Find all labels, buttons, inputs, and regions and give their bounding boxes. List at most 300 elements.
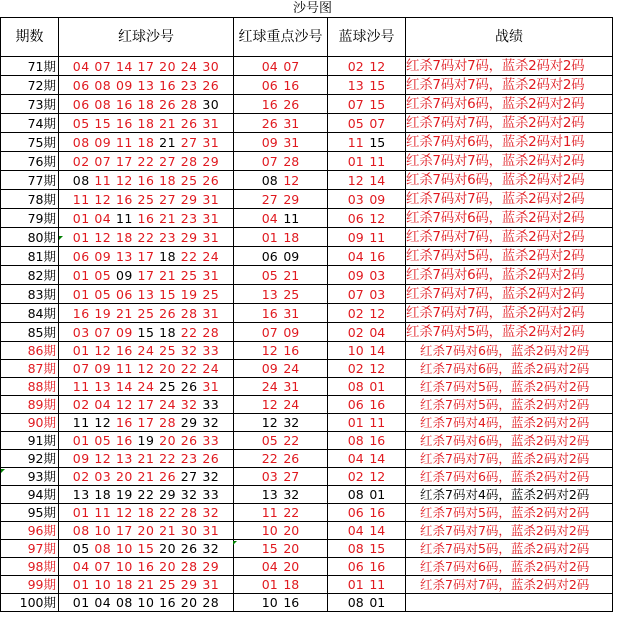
record-cell[interactable] bbox=[406, 396, 613, 414]
red-key-kill-cell[interactable] bbox=[234, 342, 328, 360]
record-text: 红杀7码对7码，蓝杀2码对2码 bbox=[406, 77, 585, 93]
record-cell[interactable] bbox=[406, 95, 613, 114]
red-key-kill-cell[interactable] bbox=[234, 247, 328, 266]
period-cell[interactable] bbox=[1, 247, 59, 266]
red-kill-number: 28 bbox=[180, 305, 198, 321]
red-kill-number: 22 bbox=[137, 229, 155, 245]
blue-kill-number: 11 bbox=[369, 415, 386, 430]
red-key-kill-cell[interactable] bbox=[234, 576, 328, 594]
blue-kill-number: 12 bbox=[369, 469, 386, 484]
red-key-number: 22 bbox=[283, 433, 300, 448]
blue-kill-cell[interactable] bbox=[328, 266, 406, 285]
red-kill-number: 17 bbox=[115, 153, 133, 169]
red-kill-cell[interactable] bbox=[59, 114, 234, 133]
blue-kill-cell[interactable] bbox=[328, 342, 406, 360]
record-cell[interactable] bbox=[406, 209, 613, 228]
record-cell[interactable] bbox=[406, 342, 613, 360]
period-cell[interactable] bbox=[1, 171, 59, 190]
red-key-number: 09 bbox=[283, 248, 300, 264]
red-key-kill-cell[interactable] bbox=[234, 396, 328, 414]
red-kill-cell[interactable] bbox=[59, 468, 234, 486]
red-kill-number: 23 bbox=[180, 451, 198, 466]
table-row bbox=[1, 414, 613, 432]
blue-kill-cell[interactable] bbox=[328, 432, 406, 450]
red-key-kill-cell[interactable] bbox=[234, 414, 328, 432]
red-kill-number: 07 bbox=[72, 361, 90, 376]
period-label: 71期 bbox=[27, 58, 56, 74]
red-key-number: 06 bbox=[261, 248, 278, 264]
red-key-kill-cell[interactable] bbox=[234, 285, 328, 304]
header-red-key-kill-label: 红球重点沙号 bbox=[238, 28, 323, 45]
red-kill-cell[interactable] bbox=[59, 522, 234, 540]
blue-kill-cell[interactable] bbox=[328, 414, 406, 432]
blue-kill-cell[interactable] bbox=[328, 486, 406, 504]
cell-note-marker bbox=[59, 236, 63, 240]
red-kill-number: 16 bbox=[115, 191, 133, 207]
red-kill-number: 07 bbox=[94, 324, 112, 340]
period-cell[interactable] bbox=[1, 190, 59, 209]
period-cell[interactable] bbox=[1, 304, 59, 323]
record-cell[interactable] bbox=[406, 323, 613, 342]
red-key-kill-cell[interactable] bbox=[234, 228, 328, 247]
table-row bbox=[1, 522, 613, 540]
period-cell[interactable] bbox=[1, 57, 59, 76]
red-kill-number: 21 bbox=[159, 134, 177, 150]
blue-kill-cell[interactable] bbox=[328, 190, 406, 209]
red-key-number: 05 bbox=[261, 433, 278, 448]
red-kill-number: 22 bbox=[159, 505, 177, 520]
red-kill-number: 33 bbox=[202, 397, 220, 412]
period-cell[interactable] bbox=[1, 594, 59, 612]
red-kill-number: 09 bbox=[115, 77, 133, 93]
blue-kill-cell[interactable] bbox=[328, 450, 406, 468]
red-kill-number: 28 bbox=[180, 96, 198, 112]
red-kill-number: 20 bbox=[159, 559, 177, 574]
red-kill-cell[interactable] bbox=[59, 152, 234, 171]
record-cell[interactable] bbox=[406, 114, 613, 133]
red-kill-cell[interactable] bbox=[59, 558, 234, 576]
blue-kill-cell[interactable] bbox=[328, 504, 406, 522]
period-label: 84期 bbox=[27, 305, 56, 321]
period-cell[interactable] bbox=[1, 378, 59, 396]
red-kill-number: 30 bbox=[202, 96, 220, 112]
period-label: 78期 bbox=[27, 191, 56, 207]
red-kill-number: 21 bbox=[115, 305, 133, 321]
record-cell[interactable] bbox=[406, 414, 613, 432]
red-kill-number: 25 bbox=[202, 286, 220, 302]
red-key-kill-cell[interactable] bbox=[234, 209, 328, 228]
red-key-number: 27 bbox=[261, 191, 278, 207]
red-kill-cell[interactable] bbox=[59, 76, 234, 95]
record-cell[interactable] bbox=[406, 594, 613, 612]
record-text: 红杀7码对5码，蓝杀2码对2码 bbox=[420, 505, 590, 520]
red-kill-number: 21 bbox=[159, 523, 177, 538]
red-kill-number: 22 bbox=[180, 361, 198, 376]
record-cell[interactable] bbox=[406, 266, 613, 285]
red-kill-number: 19 bbox=[115, 487, 133, 502]
blue-kill-cell[interactable] bbox=[328, 594, 406, 612]
period-label: 74期 bbox=[27, 115, 56, 131]
red-kill-cell[interactable] bbox=[59, 396, 234, 414]
red-key-number: 26 bbox=[283, 451, 300, 466]
blue-kill-cell[interactable] bbox=[328, 522, 406, 540]
red-kill-number: 05 bbox=[72, 541, 90, 556]
red-kill-number: 26 bbox=[159, 96, 177, 112]
record-cell[interactable] bbox=[406, 285, 613, 304]
red-kill-number: 26 bbox=[159, 469, 177, 484]
red-kill-cell[interactable] bbox=[59, 171, 234, 190]
record-cell[interactable] bbox=[406, 540, 613, 558]
blue-kill-cell[interactable] bbox=[328, 360, 406, 378]
period-cell[interactable] bbox=[1, 152, 59, 171]
period-cell[interactable] bbox=[1, 432, 59, 450]
red-kill-number: 13 bbox=[115, 248, 133, 264]
period-cell[interactable] bbox=[1, 228, 59, 247]
red-key-number: 04 bbox=[261, 559, 278, 574]
red-key-kill-cell[interactable] bbox=[234, 540, 328, 558]
red-kill-number: 16 bbox=[137, 559, 155, 574]
red-key-kill-cell[interactable] bbox=[234, 76, 328, 95]
red-key-number: 12 bbox=[261, 343, 278, 358]
blue-kill-cell[interactable] bbox=[328, 228, 406, 247]
period-cell[interactable] bbox=[1, 323, 59, 342]
red-kill-number: 26 bbox=[180, 541, 198, 556]
period-cell[interactable] bbox=[1, 576, 59, 594]
period-label: 91期 bbox=[27, 433, 56, 448]
red-key-number: 31 bbox=[283, 305, 300, 321]
blue-kill-number: 02 bbox=[347, 58, 364, 74]
red-key-number: 29 bbox=[283, 191, 300, 207]
table-row bbox=[1, 152, 613, 171]
record-cell[interactable] bbox=[406, 133, 613, 152]
red-kill-number: 22 bbox=[159, 451, 177, 466]
record-cell[interactable] bbox=[406, 190, 613, 209]
red-kill-number: 28 bbox=[159, 415, 177, 430]
red-key-kill-cell[interactable] bbox=[234, 114, 328, 133]
record-cell[interactable] bbox=[406, 247, 613, 266]
red-key-number: 21 bbox=[283, 267, 300, 283]
blue-kill-number: 04 bbox=[347, 248, 364, 264]
red-key-kill-cell[interactable] bbox=[234, 304, 328, 323]
blue-kill-cell[interactable] bbox=[328, 57, 406, 76]
blue-kill-number: 02 bbox=[347, 469, 364, 484]
red-key-number: 32 bbox=[283, 415, 300, 430]
red-key-number: 09 bbox=[283, 324, 300, 340]
red-key-kill-cell[interactable] bbox=[234, 450, 328, 468]
red-kill-number: 21 bbox=[159, 210, 177, 226]
red-kill-number: 16 bbox=[115, 343, 133, 358]
record-text: 红杀7码对7码，蓝杀2码对2码 bbox=[406, 115, 585, 131]
blue-kill-cell[interactable] bbox=[328, 209, 406, 228]
red-key-number: 12 bbox=[283, 172, 300, 188]
period-label: 92期 bbox=[27, 451, 56, 466]
blue-kill-number: 01 bbox=[369, 487, 386, 502]
period-cell[interactable] bbox=[1, 522, 59, 540]
red-key-kill-cell[interactable] bbox=[234, 378, 328, 396]
record-text: 红杀7码对5码，蓝杀2码对2码 bbox=[420, 397, 590, 412]
red-kill-number: 20 bbox=[159, 361, 177, 376]
red-kill-number: 23 bbox=[180, 210, 198, 226]
red-key-kill-cell[interactable] bbox=[234, 432, 328, 450]
blue-kill-number: 01 bbox=[347, 577, 364, 592]
red-kill-number: 12 bbox=[94, 451, 112, 466]
table-row bbox=[1, 171, 613, 190]
period-cell[interactable] bbox=[1, 504, 59, 522]
red-key-kill-cell[interactable] bbox=[234, 171, 328, 190]
red-kill-cell[interactable] bbox=[59, 432, 234, 450]
blue-kill-cell[interactable] bbox=[328, 171, 406, 190]
blue-kill-cell[interactable] bbox=[328, 76, 406, 95]
record-cell[interactable] bbox=[406, 558, 613, 576]
period-cell[interactable] bbox=[1, 95, 59, 114]
red-kill-cell[interactable] bbox=[59, 266, 234, 285]
period-cell[interactable] bbox=[1, 76, 59, 95]
blue-kill-cell[interactable] bbox=[328, 468, 406, 486]
record-cell[interactable] bbox=[406, 76, 613, 95]
blue-kill-cell[interactable] bbox=[328, 152, 406, 171]
blue-kill-number: 01 bbox=[347, 415, 364, 430]
period-label: 93期 bbox=[27, 469, 56, 484]
red-key-kill-cell[interactable] bbox=[234, 190, 328, 209]
red-key-number: 10 bbox=[261, 595, 278, 610]
table-row bbox=[1, 304, 613, 323]
red-key-kill-cell[interactable] bbox=[234, 558, 328, 576]
red-kill-number: 16 bbox=[159, 595, 177, 610]
record-cell[interactable] bbox=[406, 304, 613, 323]
blue-kill-number: 02 bbox=[347, 361, 364, 376]
record-cell[interactable] bbox=[406, 576, 613, 594]
red-key-number: 18 bbox=[283, 229, 300, 245]
red-kill-number: 12 bbox=[94, 415, 112, 430]
red-kill-number: 09 bbox=[115, 324, 133, 340]
red-kill-number: 18 bbox=[137, 115, 155, 131]
red-kill-number: 01 bbox=[72, 343, 90, 358]
red-kill-cell[interactable] bbox=[59, 360, 234, 378]
record-cell[interactable] bbox=[406, 468, 613, 486]
table-row bbox=[1, 323, 613, 342]
period-label: 89期 bbox=[27, 397, 56, 412]
red-kill-number: 24 bbox=[180, 58, 198, 74]
red-kill-number: 18 bbox=[159, 324, 177, 340]
red-kill-number: 08 bbox=[72, 172, 90, 188]
period-cell[interactable] bbox=[1, 396, 59, 414]
red-kill-number: 24 bbox=[137, 343, 155, 358]
red-kill-number: 09 bbox=[94, 248, 112, 264]
blue-kill-number: 08 bbox=[347, 487, 364, 502]
red-key-kill-cell[interactable] bbox=[234, 486, 328, 504]
record-cell[interactable] bbox=[406, 522, 613, 540]
red-kill-cell[interactable] bbox=[59, 247, 234, 266]
blue-kill-cell[interactable] bbox=[328, 323, 406, 342]
period-cell[interactable] bbox=[1, 209, 59, 228]
record-text: 红杀7码对4码，蓝杀2码对2码 bbox=[420, 487, 590, 502]
period-cell[interactable] bbox=[1, 414, 59, 432]
record-text: 红杀7码对6码，蓝杀2码对2码 bbox=[420, 433, 590, 448]
record-cell[interactable] bbox=[406, 378, 613, 396]
record-cell[interactable] bbox=[406, 152, 613, 171]
period-label: 90期 bbox=[27, 415, 56, 430]
period-cell[interactable] bbox=[1, 360, 59, 378]
red-key-kill-cell[interactable] bbox=[234, 323, 328, 342]
red-kill-number: 10 bbox=[94, 523, 112, 538]
table-row bbox=[1, 468, 613, 486]
red-kill-cell[interactable] bbox=[59, 486, 234, 504]
blue-kill-cell[interactable] bbox=[328, 396, 406, 414]
red-kill-number: 13 bbox=[115, 451, 133, 466]
red-kill-cell[interactable] bbox=[59, 285, 234, 304]
blue-kill-cell[interactable] bbox=[328, 576, 406, 594]
blue-kill-cell[interactable] bbox=[328, 133, 406, 152]
record-cell[interactable] bbox=[406, 360, 613, 378]
red-kill-number: 10 bbox=[115, 541, 133, 556]
red-kill-number: 23 bbox=[180, 77, 198, 93]
record-text: 红杀7码对6码，蓝杀2码对2码 bbox=[420, 559, 590, 574]
red-kill-cell[interactable] bbox=[59, 133, 234, 152]
red-kill-number: 12 bbox=[94, 229, 112, 245]
red-kill-number: 16 bbox=[159, 77, 177, 93]
red-kill-cell[interactable] bbox=[59, 342, 234, 360]
blue-kill-cell[interactable] bbox=[328, 114, 406, 133]
red-key-number: 03 bbox=[261, 469, 278, 484]
period-label: 88期 bbox=[27, 379, 56, 394]
red-kill-number: 16 bbox=[137, 210, 155, 226]
red-kill-number: 25 bbox=[159, 577, 177, 592]
red-kill-cell[interactable] bbox=[59, 95, 234, 114]
red-key-kill-cell[interactable] bbox=[234, 95, 328, 114]
red-kill-number: 19 bbox=[94, 305, 112, 321]
blue-kill-number: 03 bbox=[369, 267, 386, 283]
record-cell[interactable] bbox=[406, 57, 613, 76]
table-row bbox=[1, 504, 613, 522]
red-kill-cell[interactable] bbox=[59, 304, 234, 323]
red-kill-cell[interactable] bbox=[59, 450, 234, 468]
period-cell[interactable] bbox=[1, 133, 59, 152]
period-cell[interactable] bbox=[1, 468, 59, 486]
red-key-number: 01 bbox=[261, 229, 278, 245]
period-cell[interactable] bbox=[1, 285, 59, 304]
blue-kill-number: 15 bbox=[369, 541, 386, 556]
red-kill-cell[interactable] bbox=[59, 57, 234, 76]
period-label: 100期 bbox=[19, 595, 56, 610]
red-kill-number: 09 bbox=[72, 451, 90, 466]
red-kill-number: 04 bbox=[94, 595, 112, 610]
period-cell[interactable] bbox=[1, 342, 59, 360]
blue-kill-cell[interactable] bbox=[328, 285, 406, 304]
table-row bbox=[1, 247, 613, 266]
red-kill-number: 32 bbox=[180, 487, 198, 502]
red-kill-number: 17 bbox=[137, 248, 155, 264]
period-cell[interactable] bbox=[1, 266, 59, 285]
period-cell[interactable] bbox=[1, 486, 59, 504]
red-kill-cell[interactable] bbox=[59, 414, 234, 432]
red-kill-number: 32 bbox=[202, 415, 220, 430]
record-cell[interactable] bbox=[406, 432, 613, 450]
red-kill-number: 14 bbox=[115, 379, 133, 394]
record-cell[interactable] bbox=[406, 486, 613, 504]
blue-kill-cell[interactable] bbox=[328, 247, 406, 266]
red-kill-number: 27 bbox=[159, 153, 177, 169]
blue-kill-number: 16 bbox=[369, 505, 386, 520]
red-key-number: 12 bbox=[261, 415, 278, 430]
blue-kill-cell[interactable] bbox=[328, 558, 406, 576]
record-cell[interactable] bbox=[406, 450, 613, 468]
red-kill-number: 11 bbox=[115, 210, 133, 226]
period-label: 79期 bbox=[27, 210, 56, 226]
blue-kill-number: 12 bbox=[369, 210, 386, 226]
record-cell[interactable] bbox=[406, 504, 613, 522]
red-kill-number: 16 bbox=[115, 115, 133, 131]
table-row bbox=[1, 594, 613, 612]
table-row bbox=[1, 228, 613, 247]
record-cell[interactable] bbox=[406, 171, 613, 190]
blue-kill-cell[interactable] bbox=[328, 378, 406, 396]
red-kill-number: 06 bbox=[72, 248, 90, 264]
blue-kill-cell[interactable] bbox=[328, 95, 406, 114]
red-kill-number: 11 bbox=[94, 505, 112, 520]
red-kill-cell[interactable] bbox=[59, 504, 234, 522]
red-kill-cell[interactable] bbox=[59, 228, 234, 247]
red-kill-number: 18 bbox=[94, 487, 112, 502]
red-key-kill-cell[interactable] bbox=[234, 57, 328, 76]
red-kill-number: 17 bbox=[137, 58, 155, 74]
red-kill-number: 28 bbox=[180, 153, 198, 169]
red-key-number: 20 bbox=[283, 523, 300, 538]
blue-kill-cell[interactable] bbox=[328, 304, 406, 323]
blue-kill-number: 11 bbox=[369, 153, 386, 169]
red-key-number: 31 bbox=[283, 134, 300, 150]
blue-kill-number: 14 bbox=[369, 451, 386, 466]
red-kill-cell[interactable] bbox=[59, 323, 234, 342]
red-key-kill-cell[interactable] bbox=[234, 360, 328, 378]
red-kill-number: 21 bbox=[159, 267, 177, 283]
period-cell[interactable] bbox=[1, 114, 59, 133]
period-cell[interactable] bbox=[1, 540, 59, 558]
red-kill-number: 32 bbox=[180, 397, 198, 412]
red-kill-cell[interactable] bbox=[59, 190, 234, 209]
period-cell[interactable] bbox=[1, 450, 59, 468]
red-kill-cell[interactable] bbox=[59, 209, 234, 228]
red-key-kill-cell[interactable] bbox=[234, 266, 328, 285]
blue-kill-number: 01 bbox=[347, 153, 364, 169]
blue-kill-number: 01 bbox=[369, 379, 386, 394]
red-kill-cell[interactable] bbox=[59, 594, 234, 612]
red-key-kill-cell[interactable] bbox=[234, 152, 328, 171]
red-kill-number: 04 bbox=[94, 210, 112, 226]
red-key-kill-cell[interactable] bbox=[234, 594, 328, 612]
red-kill-number: 15 bbox=[94, 115, 112, 131]
red-kill-number: 29 bbox=[180, 577, 198, 592]
record-text: 红杀7码对6码，蓝杀2码对2码 bbox=[420, 361, 590, 376]
red-kill-number: 18 bbox=[115, 229, 133, 245]
red-kill-cell[interactable] bbox=[59, 576, 234, 594]
period-label: 96期 bbox=[27, 523, 56, 538]
blue-kill-cell[interactable] bbox=[328, 540, 406, 558]
record-text: 红杀7码对7码，蓝杀2码对2码 bbox=[406, 305, 585, 321]
red-key-kill-cell[interactable] bbox=[234, 133, 328, 152]
red-key-kill-cell[interactable] bbox=[234, 468, 328, 486]
red-kill-cell[interactable] bbox=[59, 540, 234, 558]
period-cell[interactable] bbox=[1, 558, 59, 576]
record-cell[interactable] bbox=[406, 228, 613, 247]
red-key-kill-cell[interactable] bbox=[234, 504, 328, 522]
red-kill-number: 05 bbox=[72, 115, 90, 131]
period-label: 95期 bbox=[27, 505, 56, 520]
red-kill-cell[interactable] bbox=[59, 378, 234, 396]
red-kill-number: 19 bbox=[180, 286, 198, 302]
table-row bbox=[1, 450, 613, 468]
red-key-kill-cell[interactable] bbox=[234, 522, 328, 540]
blue-kill-number: 12 bbox=[347, 172, 364, 188]
